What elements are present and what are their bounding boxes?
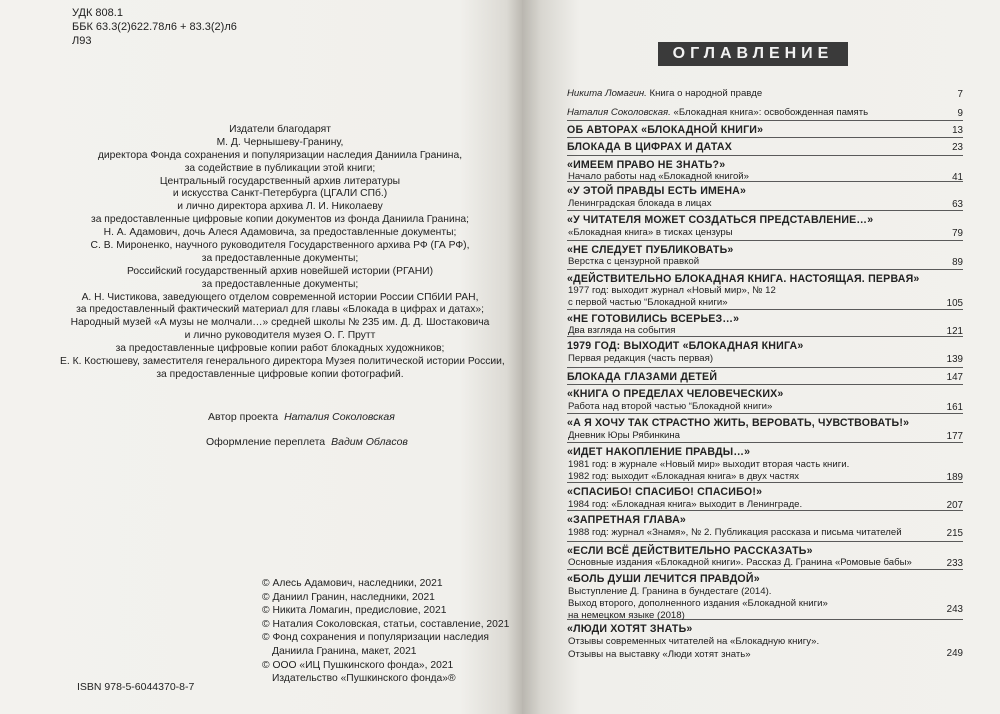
credit-line: Российский государственный архив новейшей истории (РГАНИ)	[126, 265, 433, 277]
toc-page-number: 41	[952, 172, 963, 183]
cover-design-label: Оформление переплета	[206, 436, 326, 448]
toc-page-number: 121	[946, 326, 963, 337]
toc-section-heading: «У ЧИТАТЕЛЯ МОЖЕТ СОЗДАТЬСЯ ПРЕДСТАВЛЕНИЕ…»	[567, 214, 874, 226]
toc-divider	[567, 240, 963, 241]
toc-section-heading: «ИМЕЕМ ПРАВО НЕ ЗНАТЬ?»	[567, 159, 726, 171]
credit-line: за предоставленные цифровые копии работ блокадных художников;	[115, 343, 445, 355]
project-author-label: Автор проекта	[208, 411, 279, 423]
credit-line: за предоставленные документы;	[201, 252, 359, 264]
credit-line: и искусства Санкт-Петербурга (ЦГАЛИ СПб.)	[172, 188, 388, 200]
credit-line: за содействие в публикации этой книги;	[184, 162, 376, 174]
toc-divider	[567, 367, 963, 368]
toc-divider	[567, 510, 963, 511]
toc-divider	[567, 309, 963, 310]
toc-divider	[567, 442, 963, 443]
toc-section-subtitle: Отзывы современных читателей на «Блокадную книгу».	[568, 636, 820, 647]
bbk-code: ББК 63.3(2)622.78л6 + 83.3(2)л6	[72, 21, 237, 33]
toc-intro-entry	[567, 107, 868, 118]
right-page	[522, 0, 1000, 714]
toc-page-number: 243	[946, 604, 963, 615]
toc-section-heading: «ДЕЙСТВИТЕЛЬНО БЛОКАДНАЯ КНИГА. НАСТОЯЩАЯ. ПЕРВАЯ»	[567, 273, 920, 285]
toc-section-heading: «ЕСЛИ ВСЁ ДЕЙСТВИТЕЛЬНО РАССКАЗАТЬ»	[567, 545, 813, 557]
toc-intro-author: Наталия Соколовская.	[567, 107, 674, 118]
toc-page-number: 139	[946, 354, 963, 365]
copyright-line: © Алесь Адамович, наследники, 2021	[262, 578, 443, 589]
copyright-block	[262, 577, 509, 686]
toc-page-number: 233	[946, 558, 963, 569]
toc-page-number: 105	[946, 298, 963, 309]
credit-line: Издатели благодарят	[229, 124, 331, 135]
toc-page-number: 161	[946, 402, 963, 413]
toc-section-subtitle: Первая редакция (часть первая)	[568, 353, 714, 364]
acknowledgements	[60, 124, 505, 382]
toc-divider	[567, 120, 963, 121]
toc-section-subtitle: Верстка с цензурной правкой	[568, 256, 700, 267]
toc-page-number: 63	[952, 199, 963, 210]
credit-line: за предоставленные цифровые копии документов из фонда Даниила Гранина;	[91, 214, 469, 226]
copyright-line: © Фонд сохранения и популяризации наследия	[262, 632, 489, 644]
toc-section-subtitle: Ленинградская блокада в лицах	[568, 198, 712, 209]
toc-section-heading: «СПАСИБО! СПАСИБО! СПАСИБО!»	[567, 486, 763, 498]
credit-line: С. В. Мироненко, научного руководителя Государственного архива РФ (ГА РФ),	[90, 240, 470, 252]
toc-divider	[567, 541, 963, 542]
toc-section-subtitle: Дневник Юры Рябинкина	[568, 430, 680, 441]
copyright-line: © Никита Ломагин, предисловие, 2021	[262, 605, 447, 617]
toc-page-number: 7	[957, 89, 963, 100]
copyright-line: Издательство «Пушкинского фонда»®	[272, 673, 456, 685]
credit-line: Н. А. Адамович, дочь Алеся Адамовича, за предоставленные документы;	[103, 227, 457, 239]
toc-divider	[567, 137, 963, 138]
credit-line: и лично руководителя музея О. Г. Прутт	[184, 330, 376, 342]
toc-intro-title: «Блокадная книга»: освобожденная память	[673, 107, 869, 118]
toc-section-subtitle: 1984 год: «Блокадная книга» выходит в Ленинграде.	[568, 499, 803, 510]
udk-code: УДК 808.1	[72, 7, 123, 19]
copyright-line: Даниила Гранина, макет, 2021	[272, 645, 417, 657]
copyright-line: © ООО «ИЦ Пушкинского фонда», 2021	[262, 659, 454, 671]
toc-section-heading: ОБ АВТОРАХ «БЛОКАДНОЙ КНИГИ»	[567, 124, 764, 136]
toc-section-heading: 1979 ГОД: ВЫХОДИТ «БЛОКАДНАЯ КНИГА»	[567, 340, 804, 352]
credit-line: и лично директора архива Л. И. Николаеву	[177, 201, 383, 213]
toc-section-heading: «БОЛЬ ДУШИ ЛЕЧИТСЯ ПРАВДОЙ»	[567, 573, 760, 585]
toc-page-number: 79	[952, 228, 963, 239]
toc-section-subtitle: 1977 год: выходит журнал «Новый мир», № 12	[568, 285, 776, 296]
toc-section-heading: БЛОКАДА ГЛАЗАМИ ДЕТЕЙ	[567, 371, 718, 383]
toc-section-heading: БЛОКАДА В ЦИФРАХ И ДАТАХ	[567, 141, 733, 153]
library-codes	[72, 6, 237, 48]
toc-page-number: 207	[946, 500, 963, 511]
toc-page-number: 215	[946, 528, 963, 539]
toc-section-subtitle: Выход второго, дополненного издания «Блокадной книги»	[568, 598, 828, 609]
toc-page-number: 249	[946, 648, 963, 659]
project-author	[208, 411, 395, 423]
toc-intro-title: Книга о народной правде	[649, 88, 763, 99]
credit-line: Центральный государственный архив литературы	[159, 175, 401, 187]
author-code: Л93	[72, 35, 92, 47]
toc-divider	[567, 269, 963, 270]
toc-divider	[567, 384, 963, 385]
credit-line: М. Д. Чернышеву-Гранину,	[216, 136, 344, 148]
toc-divider	[567, 155, 963, 156]
toc-intro-entry	[567, 88, 762, 99]
toc-section-heading: «ЗАПРЕТНАЯ ГЛАВА»	[567, 514, 687, 526]
credit-line: директора Фонда сохранения и популяризации наследия Даниила Гранина,	[97, 149, 463, 161]
toc-section-subtitle: Два взгляда на события	[568, 325, 676, 336]
toc-section-subtitle: 1982 год: выходит «Блокадная книга» в двух частях	[568, 471, 800, 482]
toc-page-number: 189	[946, 472, 963, 483]
toc-section-heading: «ЛЮДИ ХОТЯТ ЗНАТЬ»	[567, 623, 693, 635]
toc-section-subtitle: Работа над второй частью “Блокадной книги»	[568, 401, 773, 412]
toc-page-number: 13	[952, 125, 963, 136]
toc-section-heading: «НЕ СЛЕДУЕТ ПУБЛИКОВАТЬ»	[567, 244, 734, 256]
toc-divider	[567, 210, 963, 211]
toc-title: ОГЛАВЛЕНИЕ	[658, 42, 848, 66]
toc-page-number: 23	[952, 142, 963, 153]
toc-section-heading: «КНИГА О ПРЕДЕЛАХ ЧЕЛОВЕЧЕСКИХ»	[567, 388, 784, 400]
isbn: ISBN 978-5-6044370-8-7	[77, 681, 195, 693]
toc-page-number: 177	[946, 431, 963, 442]
toc-divider	[567, 336, 963, 337]
toc-divider	[567, 413, 963, 414]
toc-intro-author: Никита Ломагин.	[567, 88, 650, 99]
toc-section-heading: «У ЭТОЙ ПРАВДЫ ЕСТЬ ИМЕНА»	[567, 185, 747, 197]
credit-line: Народный музей «А музы не молчали…» средней школы № 235 им. Д. Д. Шостаковича	[70, 317, 490, 329]
toc-section-subtitle: Отзывы на выставку «Люди хотят знать»	[568, 649, 751, 660]
toc-divider	[567, 482, 963, 483]
toc-section-subtitle: «Блокадная книга» в тисках цензуры	[568, 227, 733, 238]
toc-section-heading: «ИДЕТ НАКОПЛЕНИЕ ПРАВДЫ…»	[567, 446, 751, 458]
toc-section-heading: «А Я ХОЧУ ТАК СТРАСТНО ЖИТЬ, ВЕРОВАТЬ, ЧУВСТВОВАТЬ!»	[567, 417, 910, 429]
credit-line: А. Н. Чистикова, заведующего отделом современной истории России СПбИИ РАН,	[81, 291, 479, 303]
toc-section-subtitle: Основные издания «Блокадной книги». Рассказ Д. Гранина «Ромовые бабы»	[568, 557, 912, 568]
toc-section-subtitle: Выступление Д. Гранина в бундестаге (2014).	[568, 586, 772, 597]
toc-section-subtitle: на немецком языке (2018)	[568, 610, 685, 621]
credit-line: за предоставленные цифровые копии фотографий.	[156, 368, 404, 380]
project-author-name: Наталия Соколовская	[284, 411, 395, 423]
toc-divider	[567, 569, 963, 570]
copyright-line: © Наталия Соколовская, статьи, составление, 2021	[262, 618, 510, 630]
credit-line: Е. К. Костюшеву, заместителя генерального директора Музея политической истории России,	[60, 356, 505, 368]
toc-section-subtitle: 1988 год: журнал «Знамя», № 2. Публикация рассказа и письма читателей	[568, 527, 902, 538]
toc-section-subtitle: Начало работы над «Блокадной книгой»	[568, 171, 749, 182]
cover-design-name: Вадим Обласов	[331, 436, 408, 448]
copyright-line: © Даниил Гранин, наследники, 2021	[262, 591, 435, 603]
credit-line: за предоставленные документы;	[201, 278, 359, 290]
toc-page-number: 89	[952, 257, 963, 268]
toc-page-number: 147	[946, 372, 963, 383]
toc-section-subtitle: 1981 год: в журнале «Новый мир» выходит вторая часть книги.	[568, 459, 850, 470]
toc-section-subtitle: с первой частью “Блокадной книги»	[568, 297, 728, 308]
credit-line: за предоставленный фактический материал для главы «Блокада в цифрах и датах»;	[76, 304, 484, 316]
cover-design	[206, 436, 408, 448]
toc-page-number: 9	[957, 108, 963, 119]
toc-section-heading: «НЕ ГОТОВИЛИСЬ ВСЕРЬЕЗ…»	[567, 313, 740, 325]
